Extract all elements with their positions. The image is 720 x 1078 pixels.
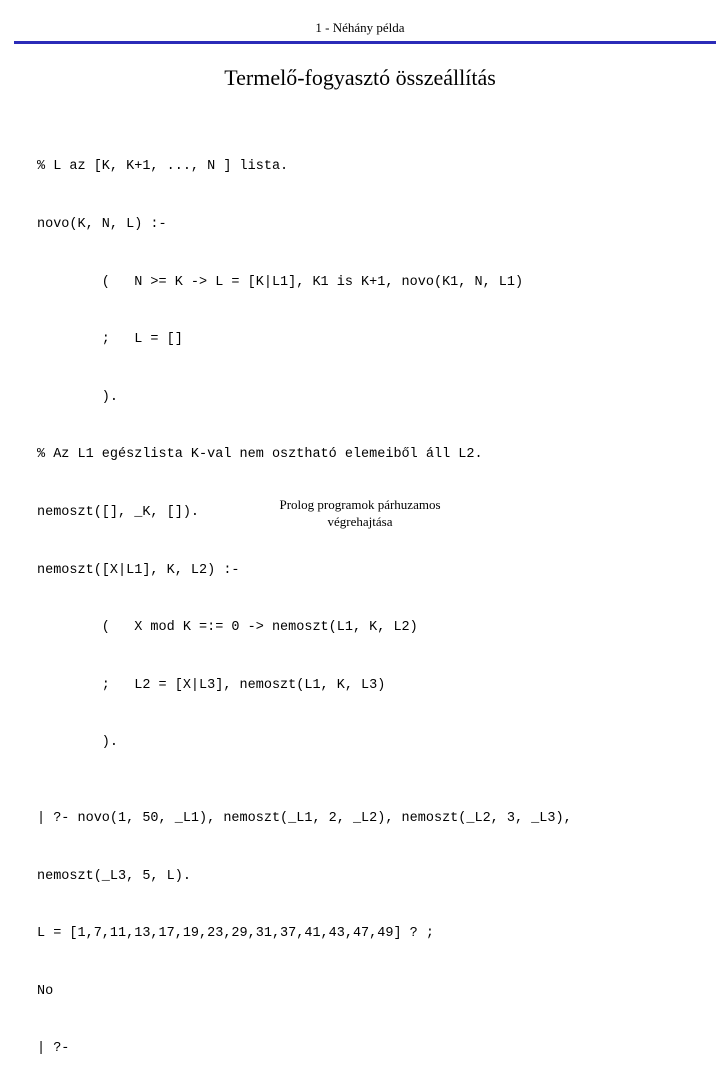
code-line: ( N >= K -> L = [K|L1], K1 is K+1, novo(K1, N, L1) [37,274,524,290]
code-line: % L az [K, K+1, ..., N ] lista. [37,159,289,175]
footer-line: Prolog programok párhuzamos [279,497,441,512]
console-line: nemoszt(_L3, 5, L). [37,868,191,884]
slide-title: Termelő-fogyasztó összeállítás [224,65,496,90]
code-line: nemoszt([X|L1], K, L2) :- [37,562,240,578]
code-line: ). [37,389,119,405]
code-line: nemoszt([], _K, []). [37,504,200,520]
console-line: | ?- [37,1041,70,1057]
code-line: ; L = [] [37,332,183,348]
console-line: No [37,983,54,999]
code-line: ). [37,735,119,751]
footer [0,496,720,530]
code-line: novo(K, N, L) :- [37,217,167,232]
code-line: % Az L1 egészlista K-val nem osztható elemeiből áll L2. [37,447,483,463]
code-block [37,119,713,1078]
footer-line: végrehajtása [327,514,393,529]
section-header: 1 - Néhány példa [315,20,405,35]
code-line: ( X mod K =:= 0 -> nemoszt(L1, K, L2) [37,620,418,636]
console-line: | ?- novo(1, 50, _L1), nemoszt(_L1, 2, _L2), nemoszt(_L2, 3, _L3), [37,810,572,826]
header-divider [14,41,716,44]
console-line: L = [1,7,11,13,17,19,23,29,31,37,41,43,47,49] ? ; [37,926,434,942]
code-line: ; L2 = [X|L3], nemoszt(L1, K, L3) [37,677,386,693]
